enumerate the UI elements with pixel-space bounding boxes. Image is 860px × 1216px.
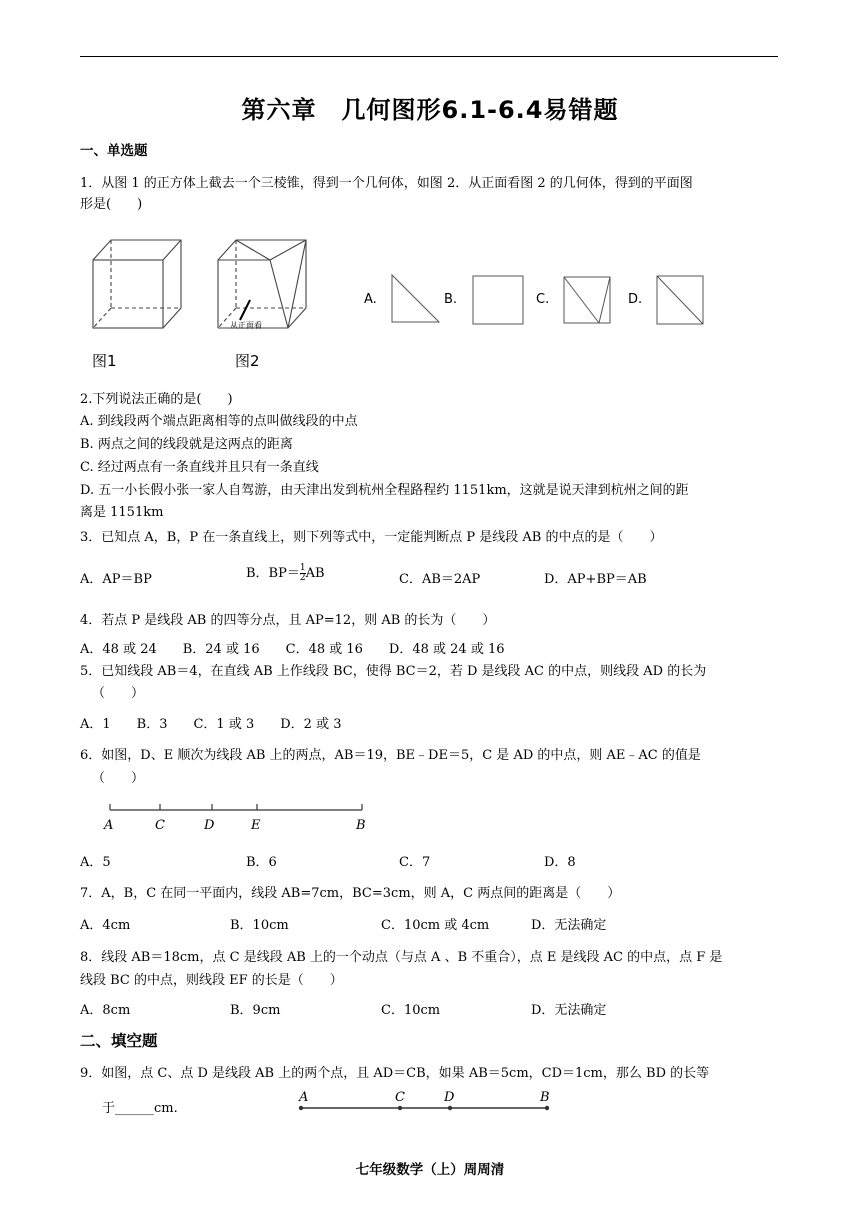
q9-point-a-label: A <box>299 1090 309 1105</box>
q6-point-d-label: D <box>204 818 215 833</box>
q1-option-c-label[interactable]: C. <box>536 292 550 307</box>
page-footer: 七年级数学（上）周周清 <box>355 1162 505 1178</box>
q6-segment-diagram <box>100 800 380 836</box>
q5-stem-line1: 5．已知线段 AB＝4，在直线 AB 上作线段 BC，使得 BC＝2，若 D 是线段 AC 的中点，则线段 AD 的长为 <box>80 664 707 679</box>
q8-option-b[interactable]: B．9cm <box>230 1003 281 1018</box>
q9-segment-diagram <box>295 1088 560 1114</box>
q6-option-a[interactable]: A．5 <box>80 855 111 870</box>
q6-point-b-label: B <box>356 818 366 833</box>
q7-option-d[interactable]: D．无法确定 <box>531 918 607 933</box>
q7-option-b[interactable]: B．10cm <box>230 918 289 933</box>
q1-option-a-triangle[interactable] <box>391 274 441 324</box>
q7-option-c[interactable]: C．10cm 或 4cm <box>381 918 490 933</box>
q9-point-b-label: B <box>540 1090 550 1105</box>
section-heading-single-choice: 一、单选题 <box>80 143 148 159</box>
q6-stem-line1: 6．如图，D、E 顺次为线段 AB 上的两点，AB＝19，BE﹣DE＝5，C 是 AD 的中点，则 AE﹣AC 的值是 <box>80 748 701 763</box>
q5-stem-line2: （ ） <box>92 686 145 701</box>
q8-option-a[interactable]: A．8cm <box>80 1003 131 1018</box>
q3-option-b-prefix: B．BP＝ <box>246 566 300 581</box>
q3-option-d[interactable]: D．AP+BP＝AB <box>544 572 647 587</box>
q6-stem-line2: （ ） <box>92 771 145 786</box>
q7-option-a[interactable]: A．4cm <box>80 918 131 933</box>
q6-option-c[interactable]: C．7 <box>399 855 431 870</box>
page-title: 第六章 几何图形6.1-6.4易错题 <box>241 96 619 124</box>
fraction-denominator: 2 <box>299 573 306 583</box>
q6-point-e-label: E <box>251 818 261 833</box>
q4-options[interactable]: A．48 或 24 B．24 或 16 C．48 或 16 D．48 或 24 或 16 <box>80 642 505 657</box>
q6-point-c-label: C <box>155 818 165 833</box>
q3-option-b-suffix: AB <box>305 566 325 581</box>
header-rule <box>80 56 778 57</box>
q9-stem-line2-blank[interactable]: 于______cm. <box>102 1101 178 1116</box>
q2-option-a[interactable]: A. 到线段两个端点距离相等的点叫做线段的中点 <box>80 414 358 429</box>
q2-option-b[interactable]: B. 两点之间的线段就是这两点的距离 <box>80 437 293 452</box>
q3-option-a[interactable]: A．AP＝BP <box>80 572 152 587</box>
q2-option-c[interactable]: C. 经过两点有一条直线并且只有一条直线 <box>80 460 319 475</box>
q3-stem: 3．已知点 A，B，P 在一条直线上，则下列等式中，一定能判断点 P 是线段 AB 的中点的是（ ） <box>80 530 663 545</box>
q3-option-b[interactable] <box>246 562 325 583</box>
q2-option-d-line2: 离是 1151km <box>80 505 164 520</box>
q1-option-a-label[interactable]: A. <box>364 292 377 307</box>
q9-point-c-label: C <box>395 1090 405 1105</box>
q2-option-d-line1[interactable]: D. 五一小长假小张一家人自驾游，由天津出发到杭州全程路程约 1151km，这就是说天津到杭州之间的距 <box>80 483 689 498</box>
q1-option-c-square-diagonal[interactable] <box>563 276 611 324</box>
q9-point-d-label: D <box>444 1090 455 1105</box>
q1-option-d-label[interactable]: D. <box>628 292 643 307</box>
q8-option-c[interactable]: C．10cm <box>381 1003 441 1018</box>
q9-stem-line1: 9．如图，点 C、点 D 是线段 AB 上的两个点，且 AD＝CB，如果 AB＝5cm，CD＝1cm，那么 BD 的长等 <box>80 1066 710 1081</box>
q6-point-a-label: A <box>104 818 114 833</box>
figure-1-label: 图1 <box>92 352 117 370</box>
q3-option-c[interactable]: C．AB＝2AP <box>399 572 481 587</box>
section-heading-fill-blank: 二、填空题 <box>80 1032 158 1050</box>
q1-stem-line1: 1．从图 1 的正方体上截去一个三棱锥，得到一个几何体，如图 2．从正面看图 2 的几何体，得到的平面图 <box>80 176 693 191</box>
fraction-numerator: 1 <box>299 563 306 573</box>
q7-stem: 7．A，B，C 在同一平面内，线段 AB=7cm，BC=3cm，则 A，C 两点间的距离是（ ） <box>80 886 621 901</box>
q1-option-b-label[interactable]: B. <box>444 292 458 307</box>
q1-option-b-square[interactable] <box>472 275 524 325</box>
cube-figure-1 <box>85 232 185 332</box>
q8-stem-line1: 8．线段 AB＝18cm，点 C 是线段 AB 上的一个动点（与点 A 、B 不重合），点 E 是线段 AC 的中点，点 F 是 <box>80 950 723 965</box>
q4-stem: 4．若点 P 是线段 AB 的四等分点，且 AP=12，则 AB 的长为（ ） <box>80 613 496 628</box>
q1-option-d-square-diagonal[interactable] <box>656 275 704 325</box>
q6-option-b[interactable]: B．6 <box>246 855 277 870</box>
q8-option-d[interactable]: D．无法确定 <box>531 1003 607 1018</box>
q2-stem: 2.下列说法正确的是( ) <box>80 392 233 407</box>
q6-option-d[interactable]: D．8 <box>544 855 576 870</box>
q5-options[interactable]: A．1 B．3 C．1 或 3 D．2 或 3 <box>80 717 342 732</box>
q1-stem-line2: 形是( ) <box>80 197 143 212</box>
view-direction-label: 从正面看 <box>230 321 262 330</box>
q8-stem-line2: 线段 BC 的中点，则线段 EF 的长是（ ） <box>80 973 343 988</box>
figure-2-label: 图2 <box>235 352 260 370</box>
